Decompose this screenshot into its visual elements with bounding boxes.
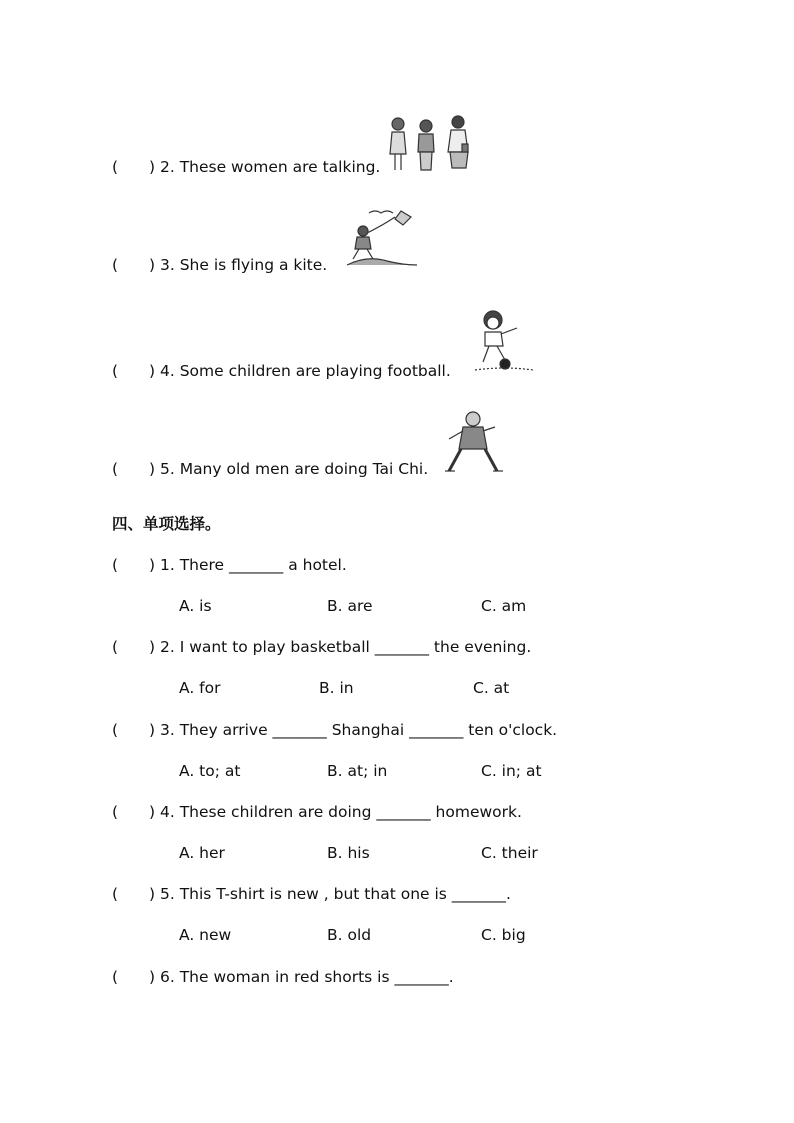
option-b[interactable]: B. his (327, 844, 370, 862)
option-a[interactable]: A. to; at (179, 762, 241, 780)
question-text: ) 4. These children are doing _______ homework. (149, 803, 522, 821)
option-c[interactable]: C. in; at (481, 762, 542, 780)
option-b[interactable]: B. in (319, 679, 354, 697)
option-c[interactable]: C. big (481, 926, 526, 944)
option-c[interactable]: C. their (481, 844, 538, 862)
question-text: ) 5. This T-shirt is new , but that one is _______. (149, 885, 511, 903)
item-text: ) 4. Some children are playing football. (149, 362, 451, 380)
answer-bracket[interactable]: ( (112, 968, 119, 986)
option-c[interactable]: C. at (473, 679, 510, 697)
answer-bracket[interactable]: ( (112, 256, 119, 274)
question-text: ) 1. There _______ a hotel. (149, 556, 347, 574)
answer-bracket[interactable]: ( (112, 885, 119, 903)
answer-bracket[interactable]: ( (112, 803, 119, 821)
item-text: ) 2. These women are talking. (149, 158, 381, 176)
option-a[interactable]: A. new (179, 926, 232, 944)
section-heading: 四、单项选择。 (112, 515, 221, 533)
answer-bracket[interactable]: ( (112, 158, 119, 176)
option-a[interactable]: A. her (179, 844, 225, 862)
option-a[interactable]: A. is (179, 597, 212, 615)
three-women-talking-icon (384, 112, 476, 174)
child-flying-kite-icon (345, 207, 423, 269)
answer-bracket[interactable]: ( (112, 362, 119, 380)
answer-bracket[interactable]: ( (112, 460, 119, 478)
old-man-tai-chi-icon (441, 409, 507, 475)
option-b[interactable]: B. are (327, 597, 373, 615)
item-text: ) 3. She is flying a kite. (149, 256, 328, 274)
question-text: ) 6. The woman in red shorts is _______. (149, 968, 454, 986)
question-text: ) 2. I want to play basketball _______ the evening. (149, 638, 532, 656)
question-text: ) 3. They arrive _______ Shanghai _______ ten o'clock. (149, 721, 558, 739)
item-text: ) 5. Many old men are doing Tai Chi. (149, 460, 429, 478)
option-b[interactable]: B. old (327, 926, 372, 944)
boy-kicking-football-icon (471, 306, 535, 374)
option-c[interactable]: C. am (481, 597, 527, 615)
answer-bracket[interactable]: ( (112, 638, 119, 656)
answer-bracket[interactable]: ( (112, 556, 119, 574)
option-b[interactable]: B. at; in (327, 762, 388, 780)
answer-bracket[interactable]: ( (112, 721, 119, 739)
option-a[interactable]: A. for (179, 679, 221, 697)
